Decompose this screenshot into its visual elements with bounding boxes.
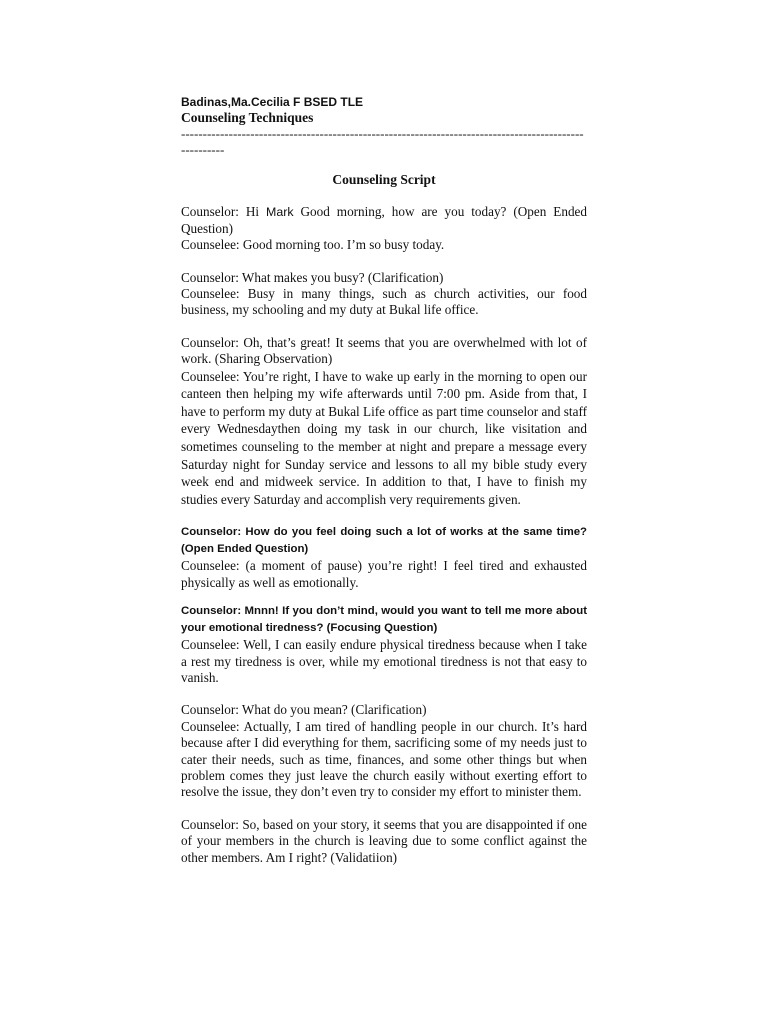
exchange-7 [181, 817, 587, 866]
counselor-line: Counselor: What makes you busy? (Clarification) [181, 269, 444, 285]
counselor-line: Counselor: What do you mean? (Clarification) [181, 702, 427, 718]
course-title: Counseling Techniques [181, 110, 314, 125]
counselee-line: Counselee: Well, I can easily endure physical tiredness because when I take a rest my tiredness is over, while my emotional tiredness is not that easy to vanish. [181, 637, 587, 686]
counselee-line: Counselee: You’re right, I have to wake up early in the morning to open our canteen then helping my wife afterwards until 7:00 pm. Aside from that, I have to perform my duty at Bukal Life office as part time counselor and staff every Wednesdaythen doing my task in our church, like visitation and sometimes counseling to the member at night and prepare a message every Saturday night for Sunday service and lessons to all my bible study every week end and midweek service. In addition to that, I have to finish my studies every Saturday and accomplish very requirements given. [181, 368, 587, 507]
author-line: Badinas,Ma.Cecilia F BSED TLE [181, 95, 364, 109]
counselee-line: Counselee: Actually, I am tired of handling people in our church. It’s hard because after I did everything for them, sacrificing some of my needs just to cater their needs, such as time, finances, and some other things but when problem comes they just leave the church easily without exerting effort to resolve the issue, they don’t even try to consider my effort to minister them. [181, 718, 587, 800]
counselee-line: Counselee: Good morning too. I’m so busy today. [181, 237, 445, 253]
counselee-line: Counselee: (a moment of pause) you’re right! I feel tired and exhausted physically as well as emotionally. [181, 558, 587, 590]
counselor-line: Counselor: How do you feel doing such a lot of works at the same time? (Open Ended Question) [181, 526, 587, 556]
counselor-text-start: Counselor: Hi [181, 204, 260, 220]
divider-rule: ------------------------------------------------------------------------------------------------------- [181, 126, 584, 157]
client-name: Mark [266, 205, 294, 220]
exchange-3 [181, 335, 587, 509]
exchange-5 [181, 603, 587, 686]
exchange-4 [181, 524, 587, 591]
document-title: Counseling Script [332, 172, 436, 187]
exchange-6 [181, 702, 587, 800]
counselor-line [181, 204, 587, 237]
counselor-text-end: Good morning, how are you today? (Open Ended Question) [181, 204, 587, 236]
document-page [181, 94, 587, 882]
exchange-2 [181, 270, 587, 319]
counselee-line: Counselee: Busy in many things, such as church activities, our food business, my schooling and my duty at Bukal life office. [181, 286, 587, 318]
counselor-line: Counselor: Mnnn! If you don’t mind, would you want to tell me more about your emotional tiredness? (Focusing Question) [181, 605, 587, 635]
counselor-line: Counselor: So, based on your story, it seems that you are disappointed if one of your members in the church is leaving due to some conflict against the other members. Am I right? (Validatiion) [181, 816, 587, 865]
counselor-line: Counselor: Oh, that’s great! It seems that you are overwhelmed with lot of work. (Sharing Observation) [181, 334, 587, 367]
exchange-1 [181, 204, 587, 253]
